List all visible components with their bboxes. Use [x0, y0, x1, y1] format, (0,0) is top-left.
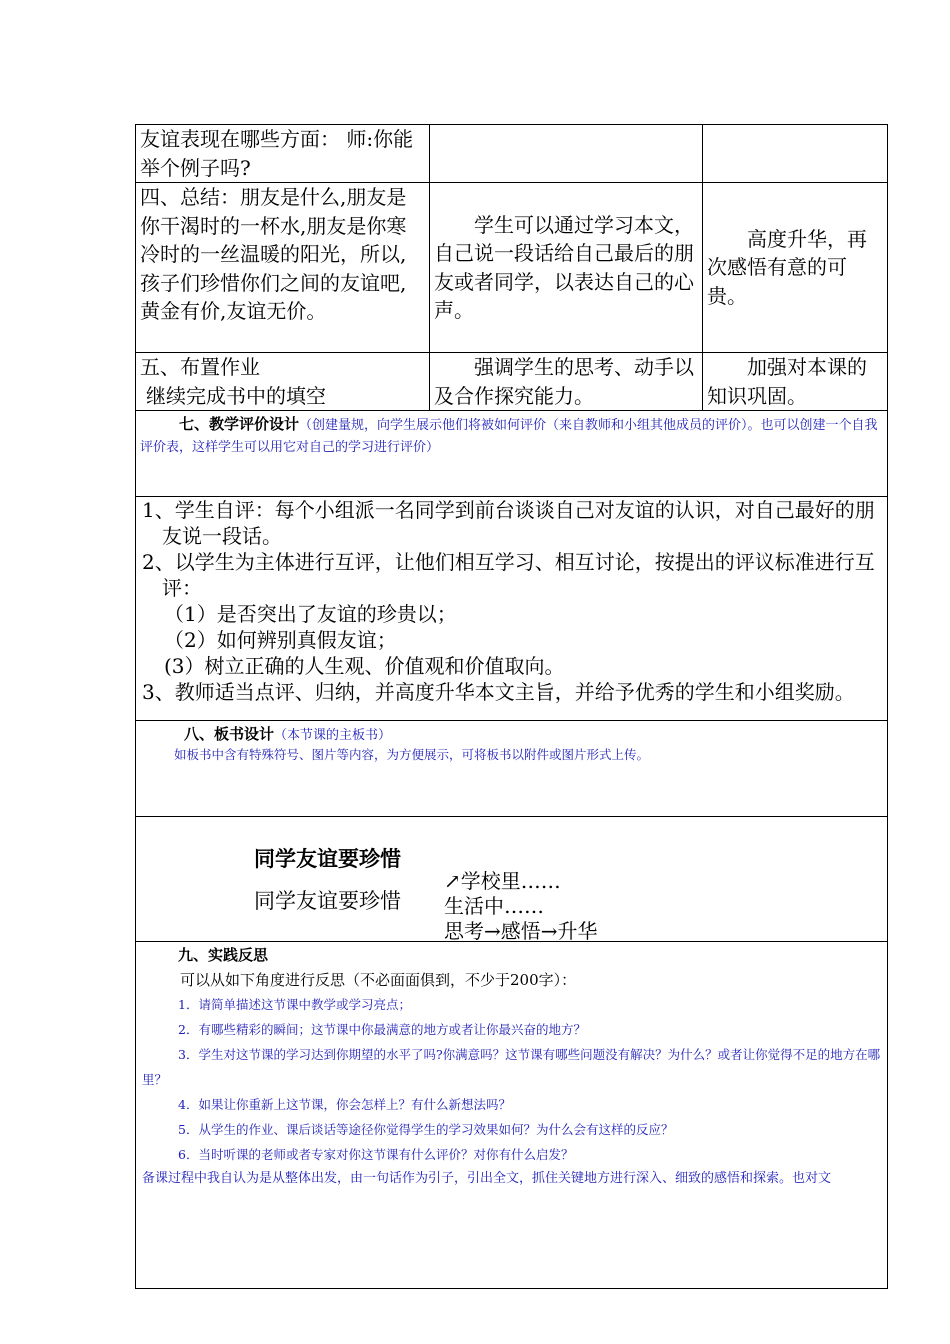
eval-subitem: （2）如何辨别真假友谊；: [164, 628, 397, 652]
cell-design-intent: 高度升华，再次感悟有意的可贵。: [703, 183, 888, 353]
reflection-question: 3．学生对这节课的学习达到你期望的水平了吗?你满意吗？这节课有哪些问题没有解决？为什么？或者让你觉得不足的地方在哪里？: [142, 1047, 881, 1087]
board-branches: [444, 869, 598, 944]
eval-subitem: (3）树立正确的人生观、价值观和价值取向。: [164, 654, 565, 678]
eval-subitem: （1）是否突出了友谊的珍贵以；: [164, 602, 457, 626]
cell-homework-activity: 强调学生的思考、动手以及合作探究能力。: [430, 353, 703, 411]
board-header-cell: [136, 721, 888, 817]
reflection-question: 5．从学生的作业、课后谈话等途径你觉得学生的学习效果如何？为什么会有这样的反应？: [178, 1122, 674, 1137]
homework-title: 五、布置作业: [140, 355, 260, 379]
board-title-note: （本节课的主板书）: [274, 728, 392, 743]
reflection-intro: 可以从如下角度进行反思（不必面面俱到，不少于200字）：: [180, 971, 577, 989]
reflection-title: 九、实践反思: [178, 946, 269, 964]
cell-summary: 四、总结：朋友是什么,朋友是你干渴时的一杯水,朋友是你寒冷时的一丝温暖的阳光，所以,孩子们珍惜你们之间的友谊吧,黄金有价,友谊无价。: [136, 183, 430, 353]
cell-homework-intent: 加强对本课的知识巩固。: [703, 353, 888, 411]
eval-item: 2、以学生为主体进行互评，让他们相互学习、相互讨论，按提出的评议标准进行互评：: [142, 550, 875, 600]
reflection-cell: [136, 942, 888, 1289]
cell-friendship-question: 友谊表现在哪些方面： 师:你能举个例子吗?: [136, 125, 430, 183]
table-row: [136, 183, 888, 353]
cell-homework: [136, 353, 430, 411]
eval-item: 1、学生自评：每个小组派一名同学到前台谈谈自己对友谊的认识，对自己最好的朋友说一段话。: [142, 498, 875, 548]
reflection-question: 4．如果让你重新上这节课，你会怎样上？有什么新想法吗？: [178, 1097, 511, 1112]
board-line: ↗学校里……: [444, 869, 561, 893]
table-row: [136, 942, 888, 1289]
board-title: 八、板书设计: [184, 725, 275, 743]
table-row: [136, 125, 888, 183]
reflection-answer: 备课过程中我自认为是从整体出发，由一句话作为引子，引出全文，抓住关键地方进行深入、细致的感悟和探索。也对文: [142, 1171, 832, 1186]
board-line: 生活中……: [444, 894, 544, 918]
table-row: [136, 353, 888, 411]
board-main-text: 同学友谊要珍惜: [254, 889, 401, 913]
lesson-plan-table: [135, 124, 888, 1289]
eval-title: 七、教学评价设计: [179, 415, 300, 433]
blackboard-design: [136, 817, 887, 941]
cell-empty: [430, 125, 703, 183]
table-row: [136, 411, 888, 497]
board-line: 思考→感悟→升华: [444, 919, 598, 943]
cell-empty: [703, 125, 888, 183]
table-row: [136, 721, 888, 817]
table-row: [136, 497, 888, 721]
eval-header-cell: [136, 411, 888, 497]
homework-content: 继续完成书中的填空: [146, 383, 326, 408]
eval-item: 3、教师适当点评、归纳，并高度升华本文主旨，并给予优秀的学生和小组奖励。: [142, 680, 855, 704]
board-note: 如板书中含有特殊符号、图片等内容，为方便展示，可将板书以附件或图片形式上传。: [174, 747, 650, 762]
lesson-plan-page: [135, 124, 887, 1289]
board-header: [140, 721, 883, 744]
table-row: [136, 817, 888, 942]
board-heading: 同学友谊要珍惜: [254, 846, 401, 871]
cell-student-activity: 学生可以通过学习本文，自己说一段话给自己最后的朋友或者同学，以表达自己的心声。: [430, 183, 703, 353]
board-content-cell: [136, 817, 888, 942]
reflection-question: 1．请简单描述这节课中教学或学习亮点；: [178, 997, 411, 1012]
eval-content-cell: [136, 497, 888, 721]
eval-note: （创建量规，向学生展示他们将被如何评价（来自教师和小组其他成员的评价）。也可以创建一个自我评价表，这样学生可以用它对自己的学习进行评价）: [140, 418, 878, 455]
reflection-question: 6．当时听课的老师或者专家对你这节课有什么评价？对你有什么启发？: [178, 1147, 574, 1162]
reflection-question: 2．有哪些精彩的瞬间；这节课中你最满意的地方或者让你最兴奋的地方？: [178, 1022, 586, 1037]
eval-header: [140, 411, 883, 459]
